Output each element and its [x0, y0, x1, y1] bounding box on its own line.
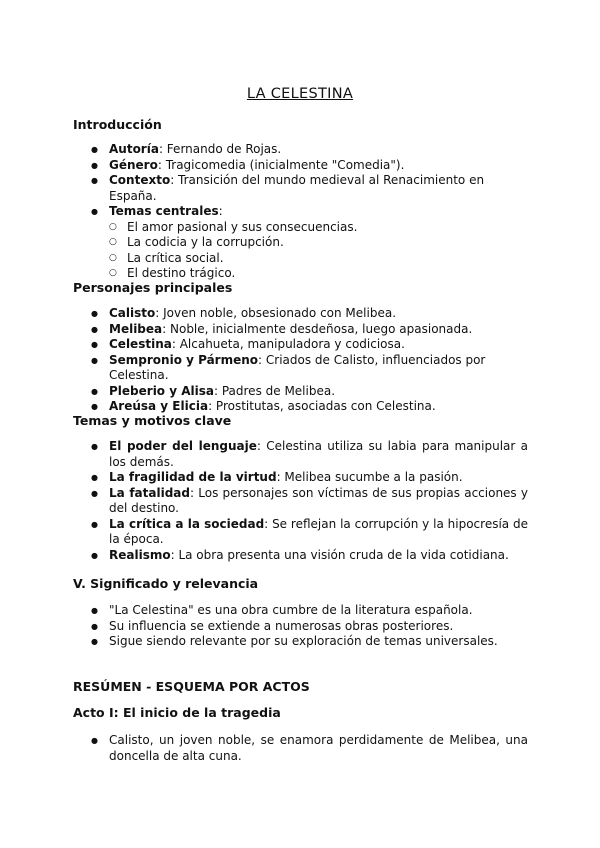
characters-heading: Personajes principales [73, 280, 233, 295]
document-title: LA CELESTINA [246, 86, 354, 102]
item-label: Celestina [109, 337, 172, 351]
item-label: La fatalidad [109, 485, 190, 500]
list-item [91, 517, 528, 548]
significance-heading: V. Significado y relevancia [73, 576, 259, 591]
list-item [91, 204, 528, 282]
list-item [91, 439, 528, 470]
item-label: Melibea [109, 321, 163, 336]
item-text: : Transición del mundo medieval al Renacimiento en España. [109, 173, 485, 203]
list-item [91, 322, 528, 338]
sublist-item: ○ El destino trágico. [109, 266, 509, 282]
list-item: ● Calisto, un joven noble, se enamora perdidamente de Melibea, una doncella de alta cuna. [91, 733, 528, 764]
item-label: Sempronio y Pármeno [109, 352, 259, 367]
item-label: Realismo [109, 547, 171, 562]
sublist-item: ○ La codicia y la corrupción. [109, 235, 509, 251]
item-label: La fragilidad de la virtud [109, 470, 277, 484]
list-item [91, 337, 528, 353]
themes-heading: Temas y motivos clave [73, 413, 232, 428]
item-text: : Los personajes son víctimas de sus propias acciones y del destino. [109, 485, 529, 515]
item-label: Contexto [109, 173, 171, 187]
summary-heading: RESÚMEN - ESQUEMA POR ACTOS [73, 679, 310, 694]
act1-heading: Acto I: El inicio de la tragedia [73, 705, 281, 720]
list-item [91, 173, 528, 204]
intro-sublist [109, 220, 509, 282]
intro-list [91, 142, 528, 282]
list-item: ● "La Celestina" es una obra cumbre de la literatura española. [91, 603, 528, 619]
characters-list [91, 306, 528, 415]
sublist-item: ○ La crítica social. [109, 251, 509, 267]
item-text: : Prostitutas, asociadas con Celestina. [208, 399, 436, 413]
item-text: : Alcahueta, manipuladora y codiciosa. [171, 337, 405, 351]
themes-list [91, 439, 528, 563]
item-text: : Padres de Melibea. [213, 383, 336, 398]
item-label: Temas centrales [109, 204, 219, 218]
item-label: Areúsa y Elicia [109, 399, 209, 413]
list-item: ● Su influencia se extiende a numerosas obras posteriores. [91, 619, 528, 635]
item-label: Pleberio y Alisa [109, 383, 214, 398]
item-label: Autoría [109, 142, 159, 156]
intro-heading: Introducción [73, 117, 162, 132]
list-item [91, 158, 528, 174]
list-item: ● Sigue siendo relevante por su exploración de temas universales. [91, 634, 528, 650]
item-label: Género [109, 157, 158, 172]
list-item [91, 384, 528, 400]
sublist-item: ○ El amor pasional y sus consecuencias. [109, 220, 509, 236]
list-item [91, 486, 528, 517]
act1-list [91, 733, 528, 764]
item-text: : Joven noble, obsesionado con Melibea. [155, 306, 397, 320]
item-text: : Criados de Calisto, influenciados por Celestina. [109, 352, 486, 382]
list-item [91, 548, 528, 564]
item-text: : Se reflejan la corrupción y la hipocresía de la época. [109, 516, 529, 546]
list-item [91, 353, 528, 384]
list-item [91, 142, 528, 158]
item-text: : La obra presenta una visión cruda de la vida cotidiana. [170, 547, 509, 562]
item-text: : Fernando de Rojas. [158, 142, 282, 156]
item-label: La crítica a la sociedad [109, 516, 265, 531]
item-label: Calisto [109, 306, 156, 320]
list-item [91, 470, 528, 486]
item-text: : Noble, inicialmente desdeñosa, luego apasionada. [162, 321, 473, 336]
item-text: : Melibea sucumbe a la pasión. [276, 470, 463, 484]
item-label: El poder del lenguaje [109, 439, 257, 453]
item-text: : Tragicomedia (inicialmente "Comedia"). [157, 157, 405, 172]
significance-list [91, 603, 528, 650]
list-item [91, 306, 528, 322]
item-text: : Celestina utiliza su labia para manipular a los demás. [109, 439, 528, 469]
item-text: : [218, 204, 223, 218]
